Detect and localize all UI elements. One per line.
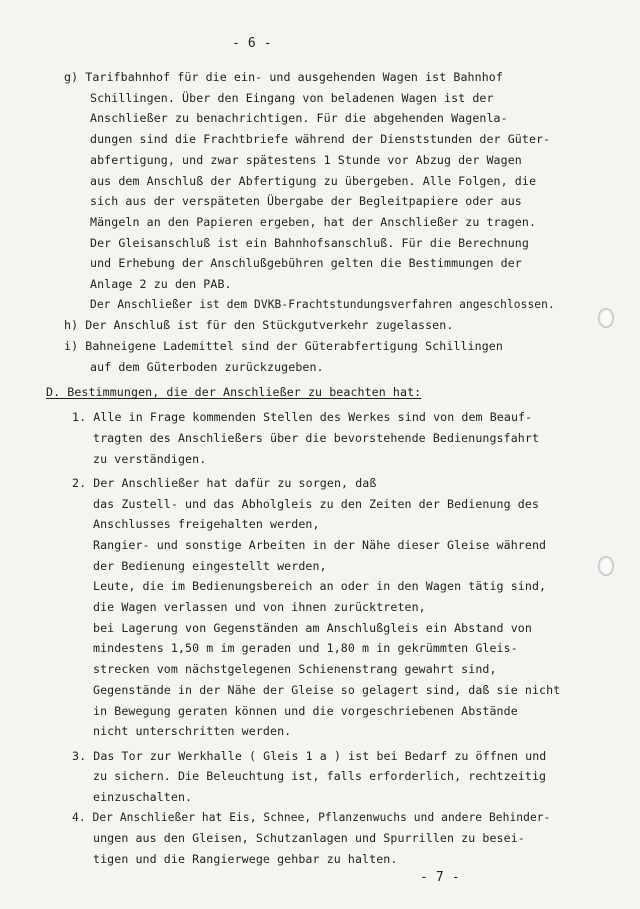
text-line: sich aus der verspäteten Übergabe der Begleitpapiere oder aus xyxy=(90,194,522,209)
text-line: die Wagen verlassen und von ihnen zurücktreten, xyxy=(93,600,426,614)
text-line: 3. Das Tor zur Werkhalle ( Gleis 1 a ) ist bei Bedarf zu öffnen und xyxy=(72,748,547,763)
text-line: g) Tarifbahnhof für die ein- und ausgehenden Wagen ist Bahnhof xyxy=(64,70,503,84)
text-line: 1. Alle in Frage kommenden Stellen des Werkes sind von dem Beauf- xyxy=(72,410,533,425)
text-line: in Bewegung geraten können und die vorgeschriebenen Abstände xyxy=(93,703,518,718)
text-line: mindestens 1,50 m im geraden und 1,80 m in gekrümmten Gleis- xyxy=(93,641,518,656)
text-line: Der Anschließer ist dem DVKB-Frachtstundungsverfahren angeschlossen. xyxy=(90,297,555,311)
section-heading: D. Bestimmungen, die der Anschließer zu beachten hat: xyxy=(46,385,422,399)
text-line: bei Lagerung von Gegenständen am Anschlußgleis ein Abstand von xyxy=(93,620,532,635)
text-line: nicht unterschritten werden. xyxy=(93,724,292,739)
text-line: 4. Der Anschließer hat Eis, Schnee, Pflanzenwuchs und andere Behinder- xyxy=(72,810,551,824)
text-line: Schillingen. Über den Eingang von beladenen Wagen ist der xyxy=(90,90,494,105)
page-number-footer: - 7 - xyxy=(420,870,460,885)
text-line: tigen und die Rangierwege gehbar zu halten. xyxy=(93,852,398,866)
text-line: der Bedienung eingestellt werden, xyxy=(93,558,327,573)
text-line: das Zustell- und das Abholgleis zu den Zeiten der Bedienung des xyxy=(93,496,540,511)
punch-hole xyxy=(598,308,614,328)
text-line: i) Bahneigene Lademittel sind der Güterabfertigung Schillingen xyxy=(64,339,503,354)
text-line: aus dem Anschluß der Abfertigung zu übergeben. Alle Folgen, die xyxy=(90,173,537,188)
text-line: zu verständigen. xyxy=(93,451,207,466)
text-line: ungen aus den Gleisen, Schutzanlagen und Spurrillen zu besei- xyxy=(93,831,525,846)
text-line: abfertigung, und zwar spätestens 1 Stunde vor Abzug der Wagen xyxy=(90,152,522,167)
text-line: einzuschalten. xyxy=(93,789,193,804)
text-line: Anlage 2 zu den PAB. xyxy=(90,277,232,291)
punch-hole xyxy=(598,556,614,576)
text-line: Mängeln an den Papieren ergeben, hat der Anschließer zu tragen. xyxy=(90,214,537,229)
text-line: strecken vom nächstgelegenen Schienenstrang gewahrt sind, xyxy=(93,662,497,677)
text-line: Anschlusses freigehalten werden, xyxy=(93,517,320,532)
text-line: zu sichern. Die Beleuchtung ist, falls erforderlich, rechtzeitig xyxy=(93,769,547,784)
text-line: auf dem Güterboden zurückzugeben. xyxy=(90,359,324,374)
text-line: Gegenstände in der Nähe der Gleise so gelagert sind, daß sie nicht xyxy=(93,682,561,697)
text-line: 2. Der Anschließer hat dafür zu sorgen, daß xyxy=(72,475,377,490)
text-line: Rangier- und sonstige Arbeiten in der Nähe dieser Gleise während xyxy=(93,537,547,552)
text-line: dungen sind die Frachtbriefe während der Dienststunden der Güter- xyxy=(90,132,551,147)
text-line: tragten des Anschließers über die bevorstehende Bedienungsfahrt xyxy=(93,430,540,445)
text-line: h) Der Anschluß ist für den Stückgutverkehr zugelassen. xyxy=(64,318,454,333)
page-number-header: - 6 - xyxy=(232,36,272,51)
text-line: Anschließer zu benachrichtigen. Für die abgehenden Wagenla- xyxy=(90,111,508,126)
text-line: Leute, die im Bedienungsbereich an oder in den Wagen tätig sind, xyxy=(93,579,547,594)
text-line: und Erhebung der Anschlußgebühren gelten die Bestimmungen der xyxy=(90,256,522,271)
text-line: Der Gleisanschluß ist ein Bahnhofsanschluß. Für die Berechnung xyxy=(90,235,529,250)
